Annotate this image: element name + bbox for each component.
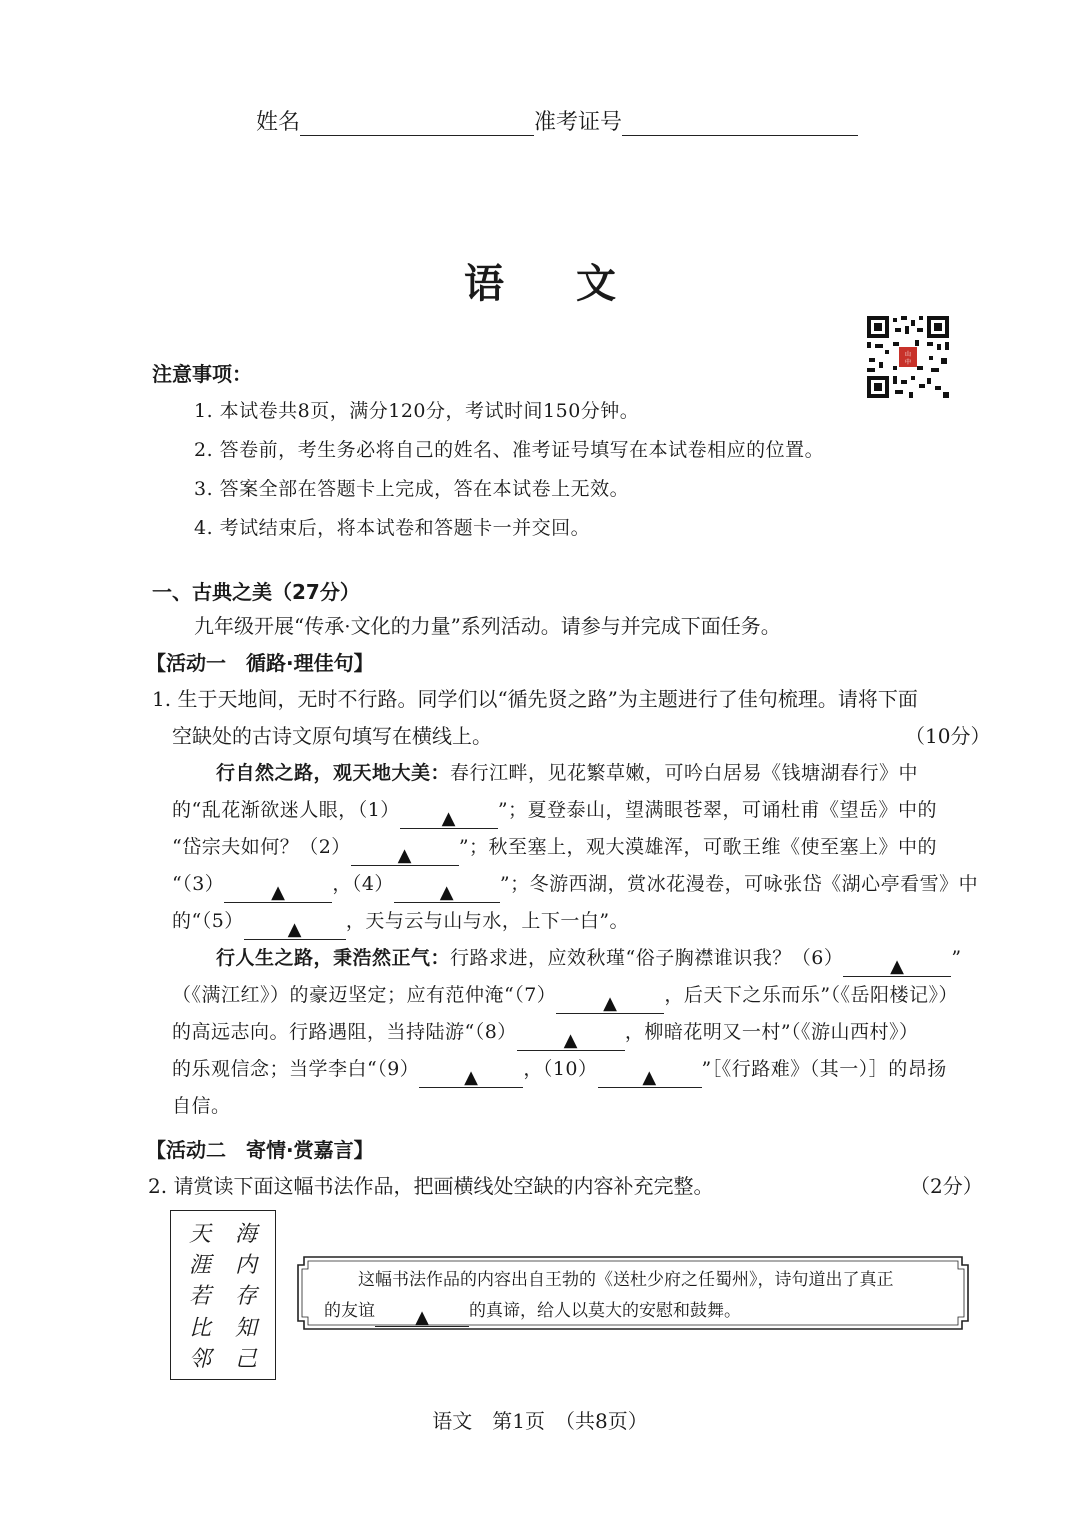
paragraph-line: （《满江红》）的豪迈坚定；应有范仲淹“（7） ▲ ，后天下之乐而乐”（《岳阳楼记》） xyxy=(172,984,959,1014)
notice-item: 3. 答案全部在答题卡上完成，答在本试卷上无效。 xyxy=(194,478,630,500)
answer-blank-q2[interactable]: ▲ xyxy=(375,1302,469,1327)
answer-blank-6[interactable]: ▲ xyxy=(843,948,951,977)
paragraph-line: 的乐观信念；当学李白“（9） ▲ ，（10） ▲ ”［《行路难》（其一）］的昂扬 xyxy=(172,1058,947,1088)
paragraph-line: 行自然之路，观天地大美：春行江畔，见花繁草嫩，可吟白居易《钱塘湖春行》中 xyxy=(216,762,919,784)
answer-blank-2[interactable]: ▲ xyxy=(351,837,459,866)
name-field[interactable] xyxy=(300,109,534,136)
calligraphy-column-left: 天 涯 若 比 邻 xyxy=(188,1222,211,1372)
answer-blank-3[interactable]: ▲ xyxy=(224,874,332,903)
question-2-score: （2分） xyxy=(910,1174,983,1198)
question-1-stem: 1. 生于天地间，无时不行路。同学们以“循先贤之路”为主题进行了佳句梳理。请将下面 xyxy=(152,687,918,711)
section-intro: 九年级开展“传承·文化的力量”系列活动。请参与并完成下面任务。 xyxy=(194,614,781,638)
page-footer: 语文 第1页 （共8页） xyxy=(432,1409,648,1433)
exam-id-label: 准考证号 xyxy=(534,110,623,135)
calligraphy-artwork xyxy=(170,1210,276,1380)
paragraph-lead: 行自然之路，观天地大美： xyxy=(216,762,451,784)
answer-blank-10[interactable]: ▲ xyxy=(598,1059,702,1088)
exam-id-field[interactable] xyxy=(622,109,858,136)
calligraphy-column-right: 海 内 存 知 己 xyxy=(234,1222,257,1372)
name-label: 姓名 xyxy=(256,110,301,135)
paragraph-line: “岱宗夫如何？（2） ▲ ”；秋至塞上，观大漠雄浑，可歌王维《使至塞上》中的 xyxy=(172,836,938,866)
card-line: 这幅书法作品的内容出自王勃的《送杜少府之任蜀州》，诗句道出了真正 xyxy=(358,1270,894,1290)
paragraph-line: 行人生之路，秉浩然正气：行路求进，应效秋瑾“俗子胸襟谁识我？（6） ▲ ” xyxy=(216,947,962,977)
svg-text:中: 中 xyxy=(904,359,912,366)
page-title: 语文 xyxy=(464,261,688,307)
question-2-stem: 2. 请赏读下面这幅书法作品，把画横线处空缺的内容补充完整。 xyxy=(148,1174,714,1198)
answer-blank-1[interactable]: ▲ xyxy=(400,800,498,829)
paragraph-line: 自信。 xyxy=(172,1095,231,1117)
answer-card xyxy=(296,1253,970,1333)
notice-title: 注意事项： xyxy=(152,362,252,386)
svg-text:山: 山 xyxy=(904,351,912,358)
paragraph-line: “（3） ▲ ，（4） ▲ ”；冬游西湖，赏冰花漫卷，可咏张岱《湖心亭看雪》中 xyxy=(172,873,979,903)
answer-blank-7[interactable]: ▲ xyxy=(556,985,664,1014)
notice-item: 1. 本试卷共8页，满分120分，考试时间150分钟。 xyxy=(194,400,640,422)
paragraph-line: 的“（5） ▲ ，天与云与山与水，上下一白”。 xyxy=(172,910,630,940)
qr-code-icon xyxy=(865,314,951,400)
answer-blank-9[interactable]: ▲ xyxy=(419,1059,523,1088)
card-line: 的友谊 ▲ 的真谛，给人以莫大的安慰和鼓舞。 xyxy=(324,1301,741,1328)
activity-heading: 【活动一 循路·理佳句】 xyxy=(146,651,374,675)
section-heading: 一、古典之美（27分） xyxy=(152,580,360,604)
notice-item: 4. 考试结束后，将本试卷和答题卡一并交回。 xyxy=(194,517,591,539)
activity-heading: 【活动二 寄情·赏嘉言】 xyxy=(146,1138,374,1162)
paragraph-lead: 行人生之路，秉浩然正气： xyxy=(216,947,451,969)
paragraph-line: 的高远志向。行路遇阻，当持陆游“（8） ▲ ，柳暗花明又一村”（《游山西村》） xyxy=(172,1021,919,1051)
answer-blank-4[interactable]: ▲ xyxy=(394,874,500,903)
paragraph-line: 的“乱花渐欲迷人眼，（1） ▲ ”；夏登泰山，望满眼苍翠，可诵杜甫《望岳》中的 xyxy=(172,799,938,829)
answer-blank-8[interactable]: ▲ xyxy=(517,1022,625,1051)
answer-blank-5[interactable]: ▲ xyxy=(244,911,346,940)
notice-item: 2. 答卷前，考生务必将自己的姓名、准考证号填写在本试卷相应的位置。 xyxy=(194,439,825,461)
question-1-stem-cont: 空缺处的古诗文原句填写在横线上。 xyxy=(172,724,492,748)
candidate-info-row xyxy=(256,105,858,136)
question-1-score: （10分） xyxy=(905,724,991,748)
